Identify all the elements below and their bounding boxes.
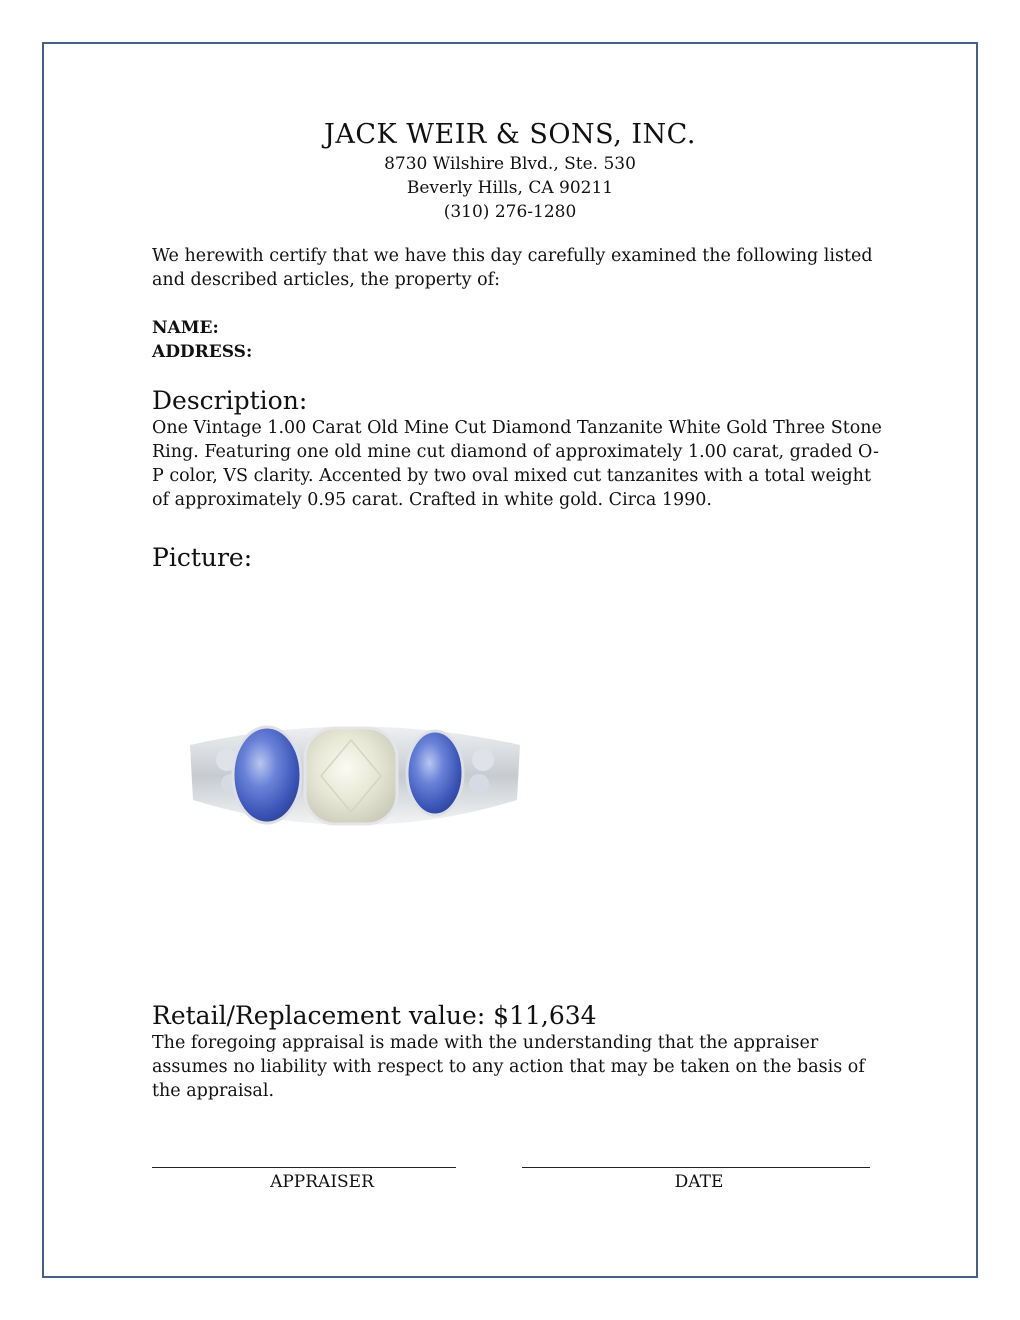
phone-number: (310) 276-1280 <box>443 202 577 222</box>
picture-heading: Picture: <box>152 543 253 572</box>
replacement-value: Retail/Replacement value: $11,634 <box>152 1001 597 1030</box>
description-heading: Description: <box>152 386 308 415</box>
description-text: One Vintage 1.00 Carat Old Mine Cut Diamond Tanzanite White Gold Three Stone Ring. Featuring one old mine cut diamond of approximately 1.00 carat, graded O-P color, VS clarity. Accented by two oval mixed cut tanzanites with a total weight of approximately 0.95 carat. Crafted in white gold. Circa 1990. <box>152 418 882 510</box>
disclaimer-text: The foregoing appraisal is made with the understanding that the appraiser assumes no liability with respect to any action that may be taken on the basis of the appraisal. <box>152 1033 865 1101</box>
letterhead <box>0 118 1020 224</box>
address-line-2: Beverly Hills, CA 90211 <box>406 178 614 198</box>
three-stone-ring-photo <box>185 700 530 870</box>
certification-text: We herewith certify that we have this day carefully examined the following listed and described articles, the property of: <box>152 246 873 290</box>
appraiser-signature-line[interactable] <box>152 1167 456 1168</box>
name-label: NAME: <box>152 318 219 338</box>
date-signature-line[interactable] <box>522 1167 870 1168</box>
owner-fields <box>152 316 252 364</box>
company-name: JACK WEIR & SONS, INC. <box>324 119 696 150</box>
address-line-1: 8730 Wilshire Blvd., Ste. 530 <box>384 154 636 174</box>
date-label: DATE <box>674 1172 724 1192</box>
address-label: ADDRESS: <box>152 342 253 362</box>
appraiser-label: APPRAISER <box>270 1172 374 1192</box>
